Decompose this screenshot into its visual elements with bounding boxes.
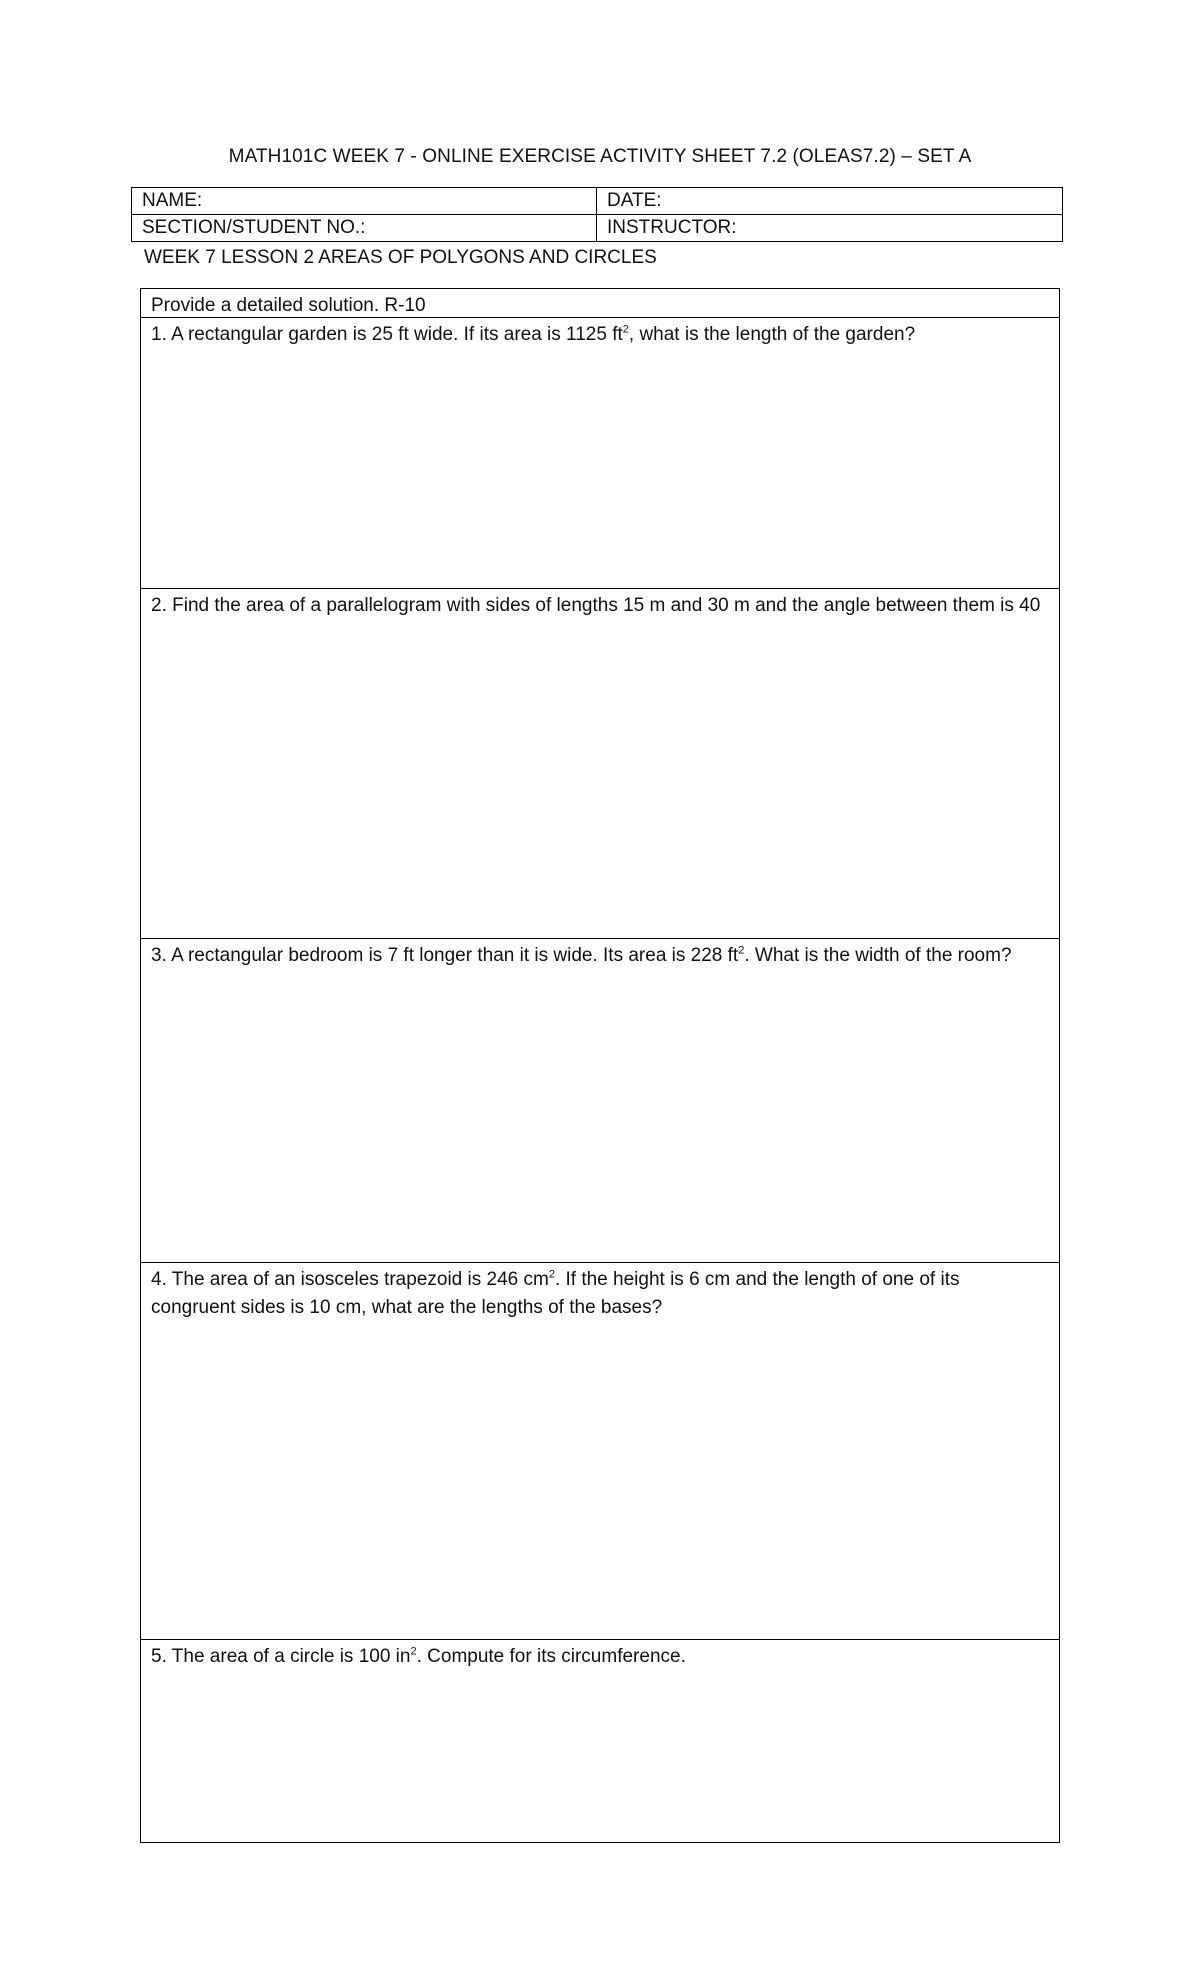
instructions-text: Provide a detailed solution. R-10 — [151, 295, 426, 316]
instructor-field[interactable]: INSTRUCTOR: — [597, 215, 1063, 242]
questions-table — [140, 288, 1060, 1843]
student-info-table — [131, 187, 1063, 242]
section-student-no-field[interactable]: SECTION/STUDENT NO.: — [132, 215, 597, 242]
question-2-box[interactable] — [141, 588, 1059, 938]
question-1-box[interactable] — [141, 317, 1059, 588]
name-field[interactable]: NAME: — [132, 188, 597, 215]
document-title: MATH101C WEEK 7 - ONLINE EXERCISE ACTIVITY SHEET 7.2 (OLEAS7.2) – SET A — [228, 146, 972, 167]
question-1-text: 1. A rectangular garden is 25 ft wide. If its area is 1125 $ft^2$, what is the length of the garden? — [151, 323, 916, 345]
question-5-box[interactable] — [141, 1639, 1059, 1842]
question-4-text: 4. The area of an isosceles trapezoid is 246 $cm^2$. If the height is 6 cm and the length of one of its congruent sides is 10 cm, what are the lengths of the bases? — [151, 1268, 960, 1318]
question-3-text: 3. A rectangular bedroom is 7 ft longer than it is wide. Its area is 228 $ft^2$. What is the width of the room? — [151, 944, 1012, 966]
date-field[interactable]: DATE: — [597, 188, 1063, 215]
instructions-row — [141, 289, 1059, 317]
question-3-box[interactable] — [141, 938, 1059, 1262]
lesson-heading: WEEK 7 LESSON 2 AREAS OF POLYGONS AND CIRCLES — [144, 247, 657, 268]
question-4-box[interactable] — [141, 1262, 1059, 1639]
question-5-text: 5. The area of a circle is 100 $in^2$. Compute for its circumference. — [151, 1645, 686, 1667]
question-2-text: 2. Find the area of a parallelogram with sides of lengths 15 m and 30 m and the angle between them is 40 — [151, 595, 1041, 616]
